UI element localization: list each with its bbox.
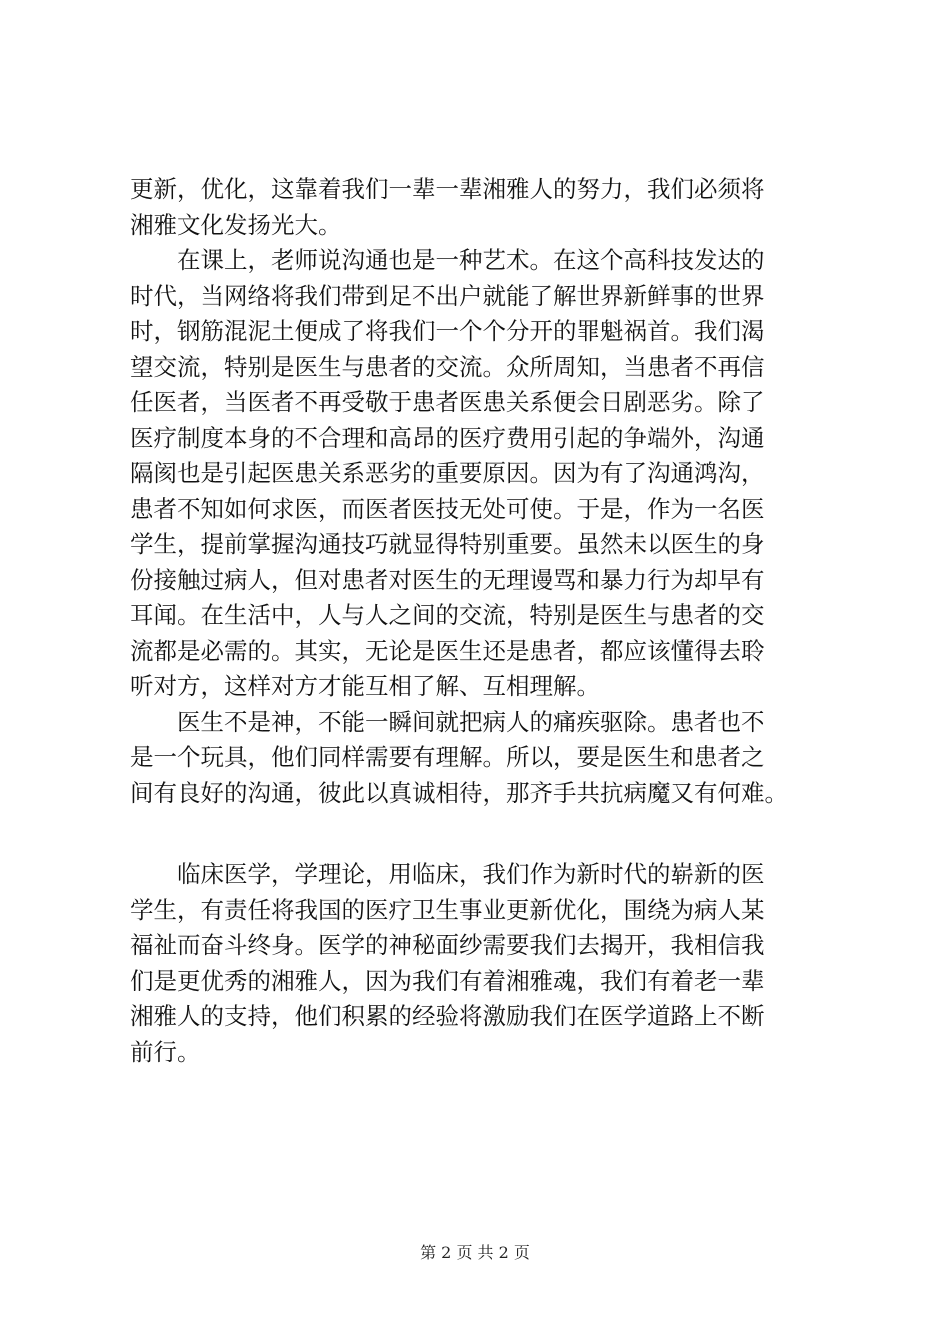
text-line: 份接触过病人，但对患者对医生的无理谩骂和暴力行为却早有 bbox=[130, 565, 765, 594]
text-line: 更新，优化，这靠着我们一辈一辈湘雅人的努力，我们必须将 bbox=[130, 175, 765, 203]
text-line: 时代，当网络将我们带到足不出户就能了解世界新鲜事的世界 bbox=[130, 281, 765, 310]
paragraph-spacer bbox=[130, 811, 830, 857]
text-line: 学生，提前掌握沟通技巧就显得特别重要。虽然未以医生的身 bbox=[130, 530, 765, 558]
text-line: 任医者，当医者不再受敬于患者医患关系便会日剧恶劣。除了 bbox=[130, 388, 765, 416]
text-line: 湘雅文化发扬光大。 bbox=[130, 210, 342, 239]
text-line: 们是更优秀的湘雅人，因为我们有着湘雅魂，我们有着老一辈 bbox=[130, 966, 765, 995]
text-line: 前行。 bbox=[130, 1037, 201, 1066]
text-line: 福祉而奋斗终身。医学的神秘面纱需要我们去揭开，我相信我 bbox=[130, 931, 765, 959]
text-line: 时，钢筋混泥土便成了将我们一个个分开的罪魁祸首。我们渴 bbox=[130, 317, 765, 345]
text-line: 隔阂也是引起医患关系恶劣的重要原因。因为有了沟通鸿沟， bbox=[130, 459, 765, 487]
text-line: 听对方，这样对方才能互相了解、互相理解。 bbox=[130, 672, 600, 700]
text-line: 学生，有责任将我国的医疗卫生事业更新优化，围绕为病人某 bbox=[130, 895, 765, 924]
paragraph-first-line: 医生不是神，不能一瞬间就把病人的痛疾驱除。患者也不 bbox=[177, 707, 765, 736]
paragraph-first-line: 临床医学，学理论，用临床，我们作为新时代的崭新的医 bbox=[177, 860, 765, 888]
text-line: 耳闻。在生活中，人与人之间的交流，特别是医生与患者的交 bbox=[130, 601, 765, 629]
text-line: 医疗制度本身的不合理和高昂的医疗费用引起的争端外，沟通 bbox=[130, 423, 765, 452]
text-line: 间有良好的沟通，彼此以真诚相待，那齐手共抗病魔又有何难。 bbox=[130, 778, 788, 807]
text-line: 湘雅人的支持，他们积累的经验将激励我们在医学道路上不断 bbox=[130, 1002, 765, 1030]
text-line: 患者不知如何求医，而医者医技无处可使。于是，作为一名医 bbox=[130, 494, 765, 523]
text-line: 望交流，特别是医生与患者的交流。众所周知，当患者不再信 bbox=[130, 352, 765, 381]
document-body bbox=[130, 172, 830, 1070]
text-line: 是一个玩具，他们同样需要有理解。所以，要是医生和患者之 bbox=[130, 743, 765, 771]
paragraph-first-line: 在课上，老师说沟通也是一种艺术。在这个高科技发达的 bbox=[177, 246, 765, 274]
text-line: 流都是必需的。其实，无论是医生还是患者，都应该懂得去聆 bbox=[130, 636, 765, 665]
page-number-footer: 第 2 页 共 2 页 bbox=[420, 1243, 530, 1262]
